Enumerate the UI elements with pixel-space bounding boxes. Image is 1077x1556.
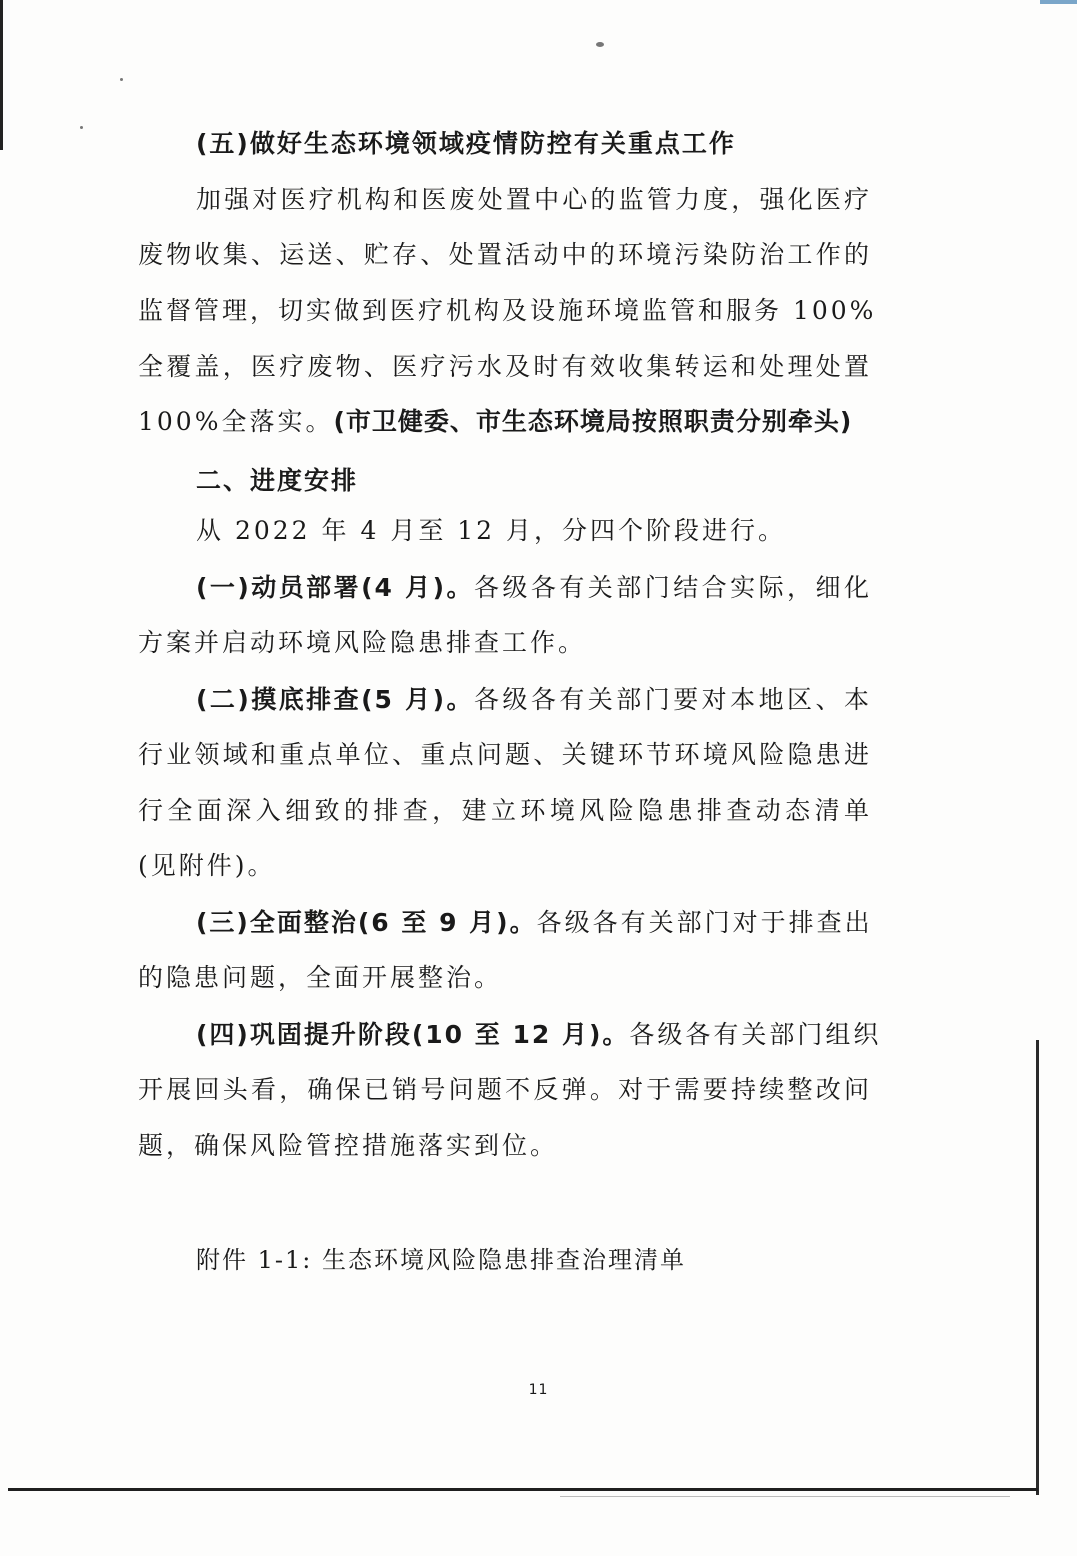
stage-3-text: 各级各有关部门对于排查出 (536, 908, 873, 937)
paragraph-line: 废物收集、运送、贮存、处置活动中的环境污染防治工作的 (138, 240, 872, 269)
scan-edge-right (1036, 1040, 1039, 1495)
section-heading-2: 二、进度安排 (196, 466, 359, 495)
stage-2-title: (二)摸底排查(5 月)。 (196, 685, 474, 714)
schedule-intro: 从 2022 年 4 月至 12 月，分四个阶段进行。 (196, 516, 787, 545)
stage-2-line: 行业领域和重点单位、重点问题、关键环节环境风险隐患进 (138, 740, 872, 769)
scan-bottom-rule-faint (560, 1496, 1010, 1497)
scan-edge-left (0, 0, 3, 150)
stage-2-line: (见附件)。 (138, 851, 276, 880)
paragraph-line: 监督管理，切实做到医疗机构及设施环境监管和服务 100% (138, 296, 877, 325)
stage-3-line: 的隐患问题，全面开展整治。 (138, 963, 503, 992)
scan-speck (80, 126, 83, 129)
scan-speck (596, 42, 604, 47)
stage-4-line (138, 1018, 882, 1052)
stage-4-title: (四)巩固提升阶段(10 至 12 月)。 (196, 1020, 630, 1049)
stage-1-text: 各级各有关部门结合实际，细化 (473, 573, 872, 602)
stage-3-title: (三)全面整治(6 至 9 月)。 (196, 908, 537, 937)
stage-2-text: 各级各有关部门要对本地区、本 (473, 685, 872, 714)
stage-2-line (138, 683, 872, 717)
scan-speck (120, 78, 123, 81)
scan-bottom-rule (8, 1488, 1038, 1491)
stage-4-line: 开展回头看，确保已销号问题不反弹。对于需要持续整改问 (138, 1075, 872, 1104)
paragraph-line: 加强对医疗机构和医废处置中心的监管力度，强化医疗 (196, 185, 872, 214)
stage-1-line (138, 571, 872, 605)
attachment-reference: 附件 1-1: 生态环境风险隐患排查治理清单 (196, 1246, 686, 1274)
stage-3-line (138, 906, 872, 940)
scan-corner-mark (1040, 0, 1077, 4)
stage-4-line: 题，确保风险管控措施落实到位。 (138, 1131, 559, 1160)
paragraph-text: 100%全落实。 (138, 407, 334, 436)
stage-1-title: (一)动员部署(4 月)。 (196, 573, 474, 602)
stage-2-line: 行全面深入细致的排查，建立环境风险隐患排查动态清单 (138, 796, 872, 825)
paragraph-line (138, 405, 872, 439)
page-number: 11 (528, 1382, 549, 1398)
stage-1-line: 方案并启动环境风险隐患排查工作。 (138, 628, 587, 657)
subsection-heading-5: (五)做好生态环境领域疫情防控有关重点工作 (196, 129, 736, 158)
responsible-departments: (市卫健委、市生态环境局按照职责分别牵头) (333, 407, 853, 436)
stage-4-text: 各级各有关部门组织 (629, 1020, 882, 1049)
paragraph-line: 全覆盖，医疗废物、医疗污水及时有效收集转运和处理处置 (138, 352, 872, 381)
